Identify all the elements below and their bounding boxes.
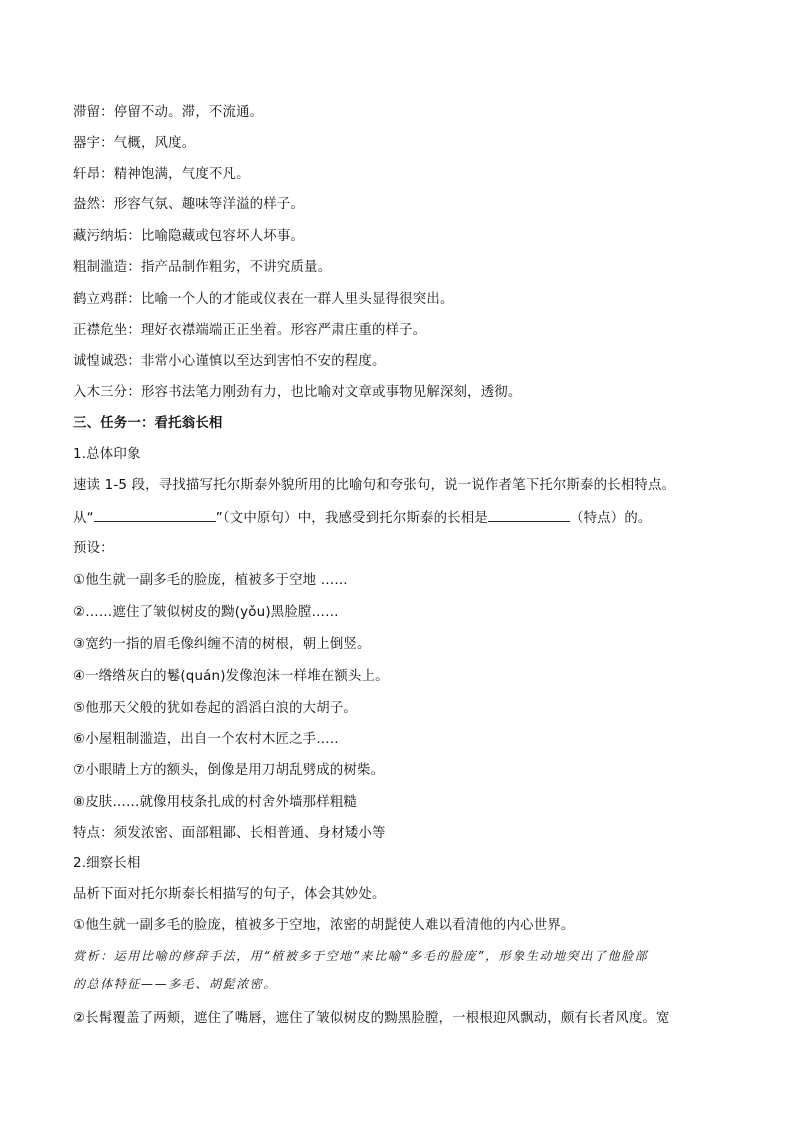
vocab-item: 鹤立鸡群：比喻一个人的才能或仪表在一群人里头显得很突出。: [73, 292, 454, 307]
preset-item: ①他生就一副多毛的脸庞，植被多于空地 ……: [73, 573, 348, 588]
section-heading: 三、任务一：看托翁长相: [73, 416, 223, 431]
preset-item: ⑦小眼睛上方的额头，倒像是用刀胡乱劈成的树柴。: [73, 763, 385, 778]
vocab-item: 诚惶诚恐：非常小心谨慎以至达到害怕不安的程度。: [73, 354, 386, 369]
features-summary: 特点：须发浓密、面部粗鄙、长相普通、身材矮小等: [73, 826, 386, 841]
fill-suffix: （特点）的。: [569, 511, 652, 526]
analysis-comment-line: 赏析：运用比喻的修辞手法，用“植被多于空地”来比喻“多毛的脸庞”，形象生动地突出了他脸部: [73, 949, 649, 963]
vocab-item: 藏污纳垢：比喻隐藏或包容坏人坏事。: [73, 229, 305, 244]
preset-item: ⑥小屋粗制滥造，出自一个农村木匠之手…..: [73, 732, 339, 747]
vocab-item: 器宇：气概，风度。: [73, 136, 196, 151]
vocab-item: 正襟危坐：理好衣襟端端正正坐着。形容严肃庄重的样子。: [73, 323, 427, 338]
preset-item: ③宽约一指的眉毛像纠缠不清的树根，朝上倒竖。: [73, 637, 371, 652]
preset-label: 预设：: [73, 541, 114, 556]
preset-item: ②……遮住了皱似树皮的黝(yǒu)黑脸膛……: [73, 605, 339, 620]
preset-item: ④一绺绺灰白的鬈(quán)发像泡沫一样堆在额头上。: [73, 669, 389, 684]
preset-item: ⑤他那天父般的犹如卷起的滔滔白浪的大胡子。: [73, 701, 358, 716]
vocab-item: 滞留：停留不动。滞，不流通。: [73, 105, 264, 120]
fill-middle: ”（文中原句）中，我感受到托尔斯泰的长相是: [215, 511, 488, 526]
vocab-item: 粗制滥造：指产品制作粗劣，不讲究质量。: [73, 260, 332, 275]
analysis-sentence: ②长髯覆盖了两颊，遮住了嘴唇，遮住了皱似树皮的黝黑脸膛，一根根迎风飘动，颇有长者风度。宽: [73, 1011, 670, 1026]
analysis-sentence: ①他生就一副多毛的脸庞，植被多于空地，浓密的胡髭使人难以看清他的内心世界。: [73, 918, 575, 933]
part2-instruction: 品析下面对托尔斯泰长相描写的句子，体会其妙处。: [73, 887, 386, 902]
part1-title: 1.总体印象: [73, 447, 141, 462]
vocab-item: 轩昂：精神饱满，气度不凡。: [73, 167, 250, 182]
quote-blank[interactable]: [94, 508, 216, 522]
fill-in-sentence: [73, 508, 652, 528]
part2-title: 2.细察长相: [73, 856, 141, 871]
analysis-comment-line: 的总体特征——多毛、胡髭浓密。: [73, 977, 278, 991]
vocab-item: 入木三分：形容书法笔力刚劲有力，也比喻对文章或事物见解深刻，透彻。: [73, 385, 522, 400]
preset-item: ⑧皮肤……就像用枝条扎成的村舍外墙那样粗糙: [73, 795, 358, 810]
vocab-item: 盎然：形容气氛、趣味等洋溢的样子。: [73, 197, 305, 212]
part1-instruction: 速读 1-5 段，寻找描写托尔斯泰外貌所用的比喻句和夸张句，说一说作者笔下托尔斯泰的长相特点。: [73, 478, 676, 493]
feature-blank[interactable]: [488, 508, 570, 522]
fill-prefix: 从“: [73, 511, 94, 526]
